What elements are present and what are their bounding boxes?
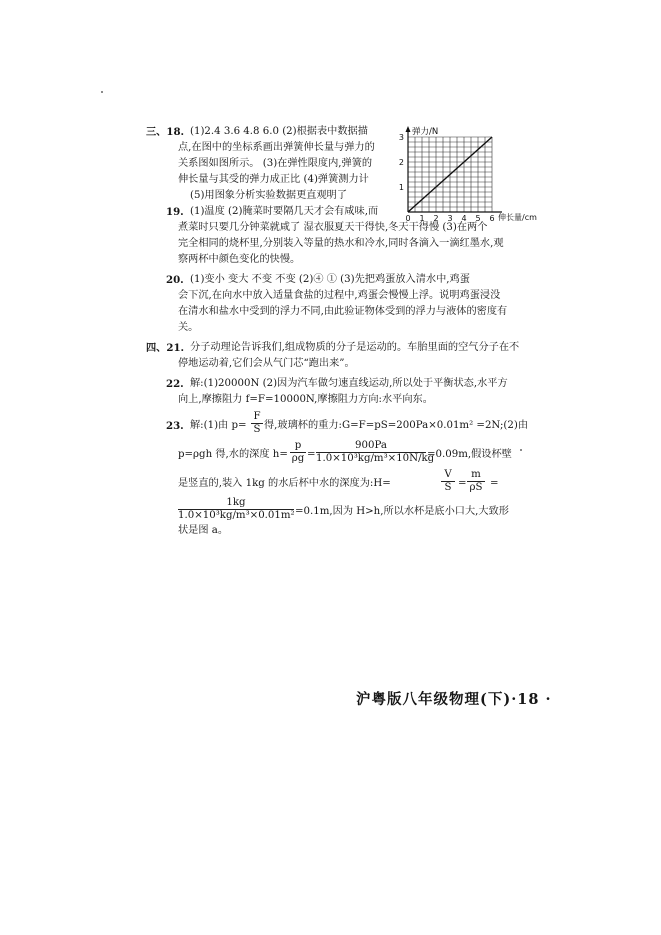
q23-line4-post: =0.1m,因为 H>h,所以水杯是底小口大,大致形 [295, 506, 509, 517]
q21-line-2: 停地运动着,它们会从气门芯“跑出来”。 [178, 358, 355, 369]
fraction-depth-full: 1kg 1.0×10³kg/m³×0.01m² [178, 497, 295, 521]
q18-line-5: (5)用图象分析实验数据更直观明了 [190, 190, 348, 201]
y-axis-arrow [406, 126, 411, 132]
x-tick-label: 6 [489, 214, 495, 223]
fraction-v-over-s: V S [441, 469, 455, 494]
q23-line2-eq: = [307, 449, 316, 460]
footer-dot: · [545, 691, 552, 708]
q18-line-1: (1)2.4 3.6 4.8 6.0 (2)根据表中数据描 [190, 126, 368, 137]
q19-line-4: 察两杯中颜色变化的快慢。 [178, 254, 301, 265]
x-tick-label: 1 [419, 214, 425, 223]
q23-line2-post: =0.09m,假设杯壁 [427, 449, 512, 460]
y-tick-label: 2 [398, 158, 404, 167]
x-tick-label: 2 [433, 214, 439, 223]
q23-line3-end: = [490, 478, 499, 489]
x-tick-label: 0 [405, 214, 411, 223]
scan-speck [520, 449, 522, 451]
footer-book-title: 沪粤版八年级物理(下)· [356, 691, 518, 708]
q20-label: 20. [166, 274, 184, 286]
spring-force-graph [392, 124, 537, 224]
q23-line1-post: 得,玻璃杯的重力:G=F=pS=200Pa×0.01m² =2N;(2)由 [264, 420, 529, 431]
q20-line-3: 在清水和盐水中受到的浮力不同,由此验证物体受到的浮力与液体的密度有 [178, 306, 508, 317]
x-axis-label: 伸长量/cm [498, 213, 537, 222]
q23-line3-eq: = [458, 478, 467, 489]
x-tick-label: 4 [461, 214, 467, 223]
fraction-m-over-rho-s: m ρS [467, 469, 485, 494]
q21-line-1: 分子动理论告诉我们,组成物质的分子是运动的。车胎里面的空气分子在不 [190, 342, 520, 353]
q18-line-4: 伸长量与其受的弹力成正比 (4)弹簧测力计 [178, 174, 369, 185]
q22-line-1: 解:(1)20000N (2)因为汽车做匀速直线运动,所以处于平衡状态,水平方 [190, 378, 508, 389]
q23-line1-pre: 解:(1)由 p= [190, 420, 247, 431]
q23-label: 23. [166, 420, 184, 432]
fraction-f-over-s: F S [251, 411, 263, 436]
q23-line2-pre: p=ρgh 得,水的深度 h= [178, 449, 288, 460]
q19-line-2: 煮菜时只要几分钟菜就咸了 湿衣服夏天干得快,冬天干得慢 (3)在两个 [178, 222, 488, 233]
q19-line-1: (1)温度 (2)腌菜时要隔几天才会有咸味,而 [190, 206, 379, 217]
q23-line3-pre: 是竖直的,装入 1kg 的水后杯中水的深度为:H= [178, 478, 391, 489]
q19-label: 19. [166, 206, 184, 218]
q18-label: 三、18. [146, 126, 185, 138]
q20-line-1: (1)变小 变大 不变 不变 (2)④ ① (3)先把鸡蛋放入清水中,鸡蛋 [190, 274, 470, 285]
scan-speck [101, 91, 103, 93]
x-tick-label: 3 [447, 214, 453, 223]
q22-label: 22. [166, 378, 184, 390]
fraction-p-over-rho-g: p ρg [291, 440, 305, 464]
y-tick-label: 3 [398, 133, 404, 142]
q22-line-2: 向上,摩擦阻力 f=F=10000N,摩擦阻力方向:水平向东。 [178, 394, 433, 405]
q20-line-4: 关。 [178, 322, 199, 333]
fraction-depth-calc: 900Pa 1.0×10³kg/m³×10N/kg [316, 440, 435, 464]
page-footer [356, 688, 552, 709]
q23-line5: 状是图 a。 [178, 525, 229, 536]
q21-label: 四、21. [146, 342, 185, 354]
y-tick-label: 1 [398, 183, 404, 192]
y-axis-label: 弹力/N [412, 127, 439, 137]
q18-line-2: 点,在图中的坐标系画出弹簧伸长量与弹力的 [178, 142, 375, 153]
q20-line-2: 会下沉,在向水中放入适量食盐的过程中,鸡蛋会慢慢上浮。说明鸡蛋浸没 [178, 290, 501, 301]
q19-line-3: 完全相同的烧杯里,分别装入等量的热水和冷水,同时各滴入一滴红墨水,观 [178, 238, 504, 249]
q18-line-3: 关系图如图所示。 (3)在弹性限度内,弹簧的 [178, 158, 373, 169]
x-tick-label: 5 [475, 214, 481, 223]
page-number: 18 [517, 691, 540, 708]
